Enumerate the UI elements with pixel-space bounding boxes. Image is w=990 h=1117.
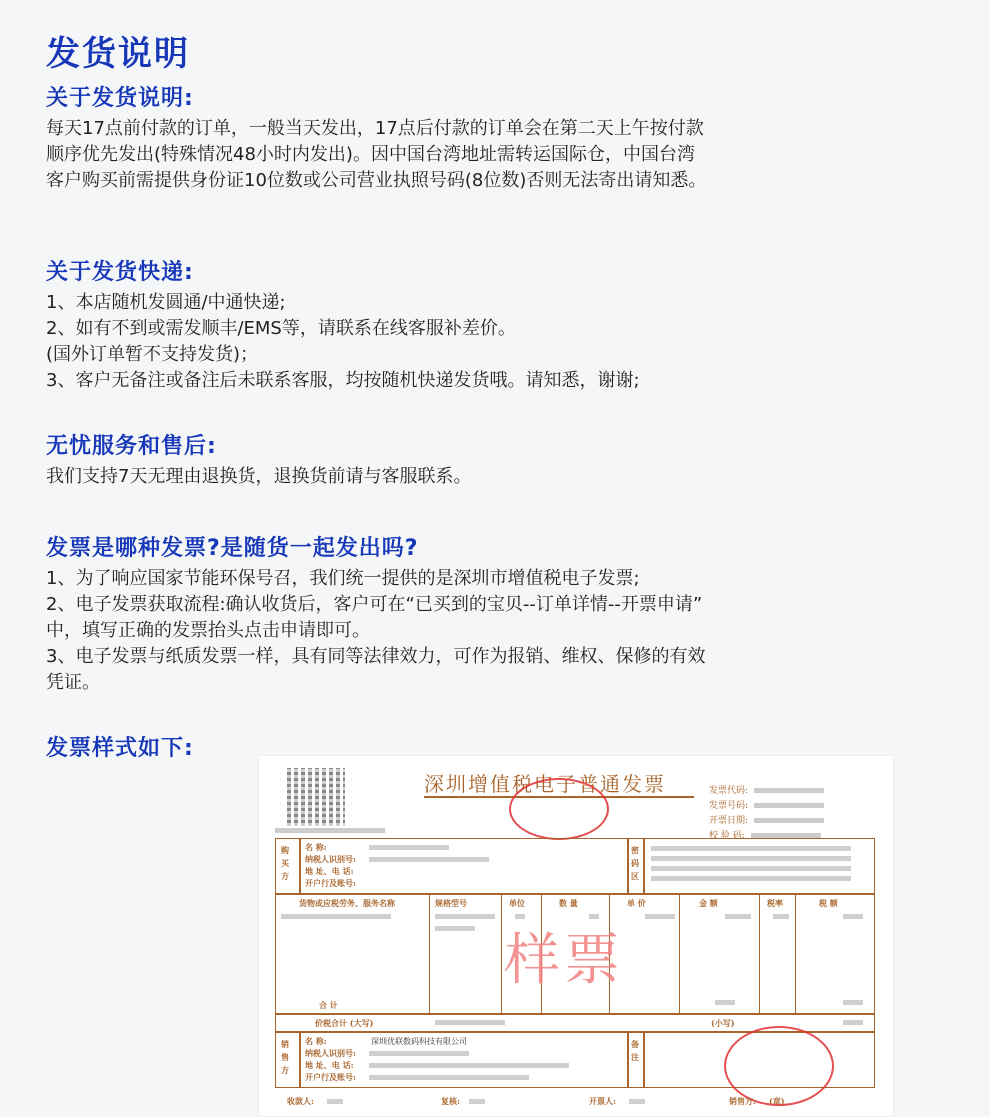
paragraph-line: 顺序优先发出(特殊情况48小时内发出)。因中国台湾地址需转运国际仓，中国台湾	[46, 144, 695, 165]
paragraph-line: 客户购买前需提供身份证10位数或公司营业执照号码(8位数)否则无法寄出请知悉。	[46, 170, 707, 191]
buyer-side-label: 购买方	[281, 845, 289, 881]
field-label: 开户行及账号:	[305, 878, 356, 888]
column-header: 税率	[767, 898, 783, 908]
column-header: 货物或应税劳务、服务名称	[299, 898, 395, 908]
column-header: 单 价	[627, 898, 646, 908]
section-heading: 发票是哪种发票?是随货一起发出吗?	[46, 536, 419, 561]
field-label: 名 称:	[305, 842, 327, 852]
list-item: 1、本店随机发圆通/中通快递;	[46, 292, 286, 313]
list-item: 中，填写正确的发票抬头点击申请即可。	[46, 620, 370, 641]
footer-label: 收款人:	[287, 1096, 314, 1106]
section-shipping	[46, 84, 946, 194]
field-label: 地 址、电 话:	[305, 1060, 354, 1070]
footer-seal-label: (章)	[769, 1096, 785, 1106]
tax-seal-icon	[509, 778, 609, 840]
field-label: 地 址、电 话:	[305, 866, 354, 876]
list-item: (国外订单暂不支持发货)；	[46, 344, 259, 365]
sample-stamp: 样票	[504, 928, 624, 993]
total-tax-label: 价税合计 (大写)	[315, 1018, 374, 1028]
section-heading: 关于发货说明:	[46, 86, 194, 111]
page-title: 发货说明	[46, 34, 190, 74]
paragraph-line: 每天17点前付款的订单，一般当天发出，17点后付款的订单会在第二天上午按付款	[46, 118, 704, 139]
total-label: 合 计	[319, 1000, 338, 1010]
seller-side-label: 销售方	[281, 1039, 289, 1075]
field-label: 名 称:	[305, 1036, 327, 1046]
section-heading: 关于发货快递:	[46, 260, 194, 285]
list-item: 2、如有不到或需发顺丰/EMS等，请联系在线客服补差价。	[46, 318, 516, 339]
paragraph-line: 我们支持7天无理由退换货，退换货前请与客服联系。	[46, 466, 472, 487]
field-label: 纳税人识别号:	[305, 854, 356, 864]
invoice-sample-image	[258, 755, 894, 1117]
invoice-title: 深圳增值税电子普通发票	[424, 772, 666, 796]
footer-label: 开票人:	[589, 1096, 616, 1106]
field-label: 纳税人识别号:	[305, 1048, 356, 1058]
column-header: 金 额	[699, 898, 718, 908]
column-header: 税 额	[819, 898, 838, 908]
field-label: 开户行及账号:	[305, 1072, 356, 1082]
list-item: 1、为了响应国家节能环保号召，我们统一提供的是深圳市增值税电子发票;	[46, 568, 640, 589]
section-heading: 无忧服务和售后:	[46, 434, 217, 459]
column-header: 单位	[509, 898, 525, 908]
section-heading: 发票样式如下:	[46, 736, 194, 761]
footer-label: 复核:	[441, 1096, 460, 1106]
section-courier	[46, 258, 946, 394]
list-item: 3、电子发票与纸质发票一样，具有同等法律效力，可作为报销、维权、保修的有效	[46, 646, 706, 667]
blurred-text	[275, 828, 385, 833]
column-header: 数 量	[559, 898, 578, 908]
section-invoice-info	[46, 534, 946, 696]
invoice-meta	[709, 784, 824, 844]
seller-name: 深圳优联数码科技有限公司	[371, 1037, 467, 1046]
meta-label: 开票日期:	[709, 816, 749, 826]
cipher-side-label: 密码区	[631, 845, 639, 881]
section-aftersale	[46, 432, 946, 490]
list-item: 2、电子发票获取流程:确认收货后，客户可在“已买到的宝贝--订单详情--开票申请”	[46, 594, 703, 615]
company-seal-icon	[724, 1026, 834, 1106]
list-item: 3、客户无备注或备注后未联系客服，均按随机快递发货哦。请知悉，谢谢;	[46, 370, 640, 391]
remark-side-label: 备注	[631, 1039, 639, 1062]
meta-label: 校 验 码:	[709, 831, 745, 841]
column-header: 规格型号	[435, 898, 467, 908]
meta-label: 发票代码:	[709, 786, 749, 796]
small-label: (小写)	[711, 1018, 735, 1028]
meta-label: 发票号码:	[709, 801, 749, 811]
list-item: 凭证。	[46, 672, 100, 693]
qr-code	[287, 768, 345, 826]
footer-label: 销售方:	[729, 1096, 756, 1106]
